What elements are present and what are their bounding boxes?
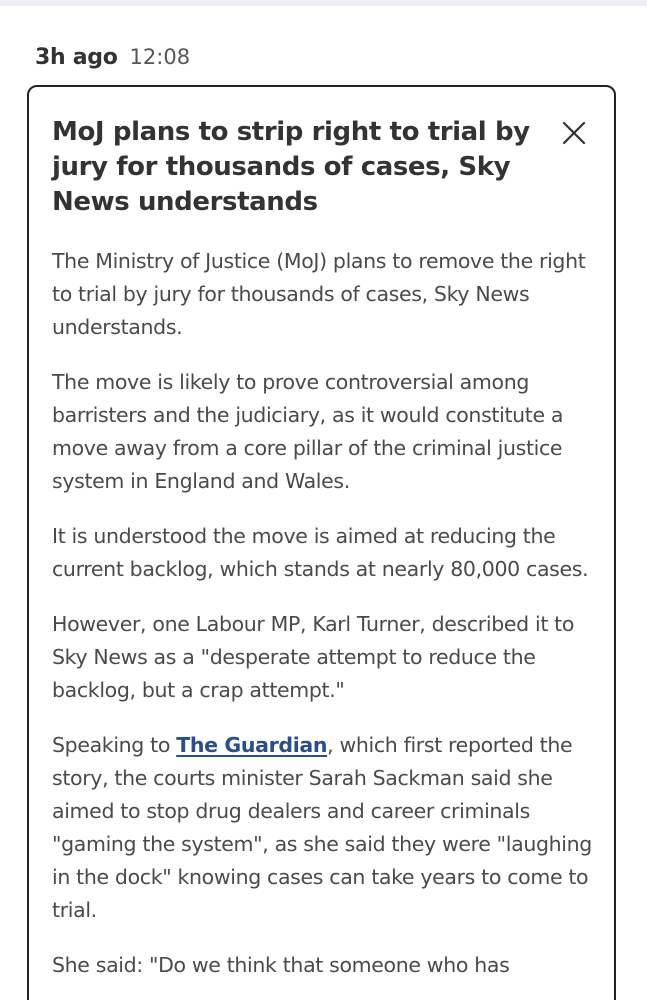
close-icon xyxy=(561,120,587,146)
paragraph-1: The Ministry of Justice (MoJ) plans to remove the right to trial by jury for thousands of cases, Sky News understands. xyxy=(52,249,586,339)
paragraph-5-rest: , which first reported the story, the courts minister Sarah Sackman said she aimed to stop drug dealers and career criminals "gaming the system", as she said they were "laughing in the dock" knowing cases can take years to come to trial. xyxy=(52,733,592,922)
paragraph-4: However, one Labour MP, Karl Turner, described it to Sky News as a "desperate attempt to reduce the backlog, but a crap attempt." xyxy=(52,612,575,702)
paragraph-5-lead: Speaking to xyxy=(52,733,177,757)
paragraph-5 xyxy=(52,729,602,927)
paragraph-6: She said: "Do we think that someone who has xyxy=(52,953,510,977)
paragraph-3: It is understood the move is aimed at reducing the current backlog, which stands at nearly 80,000 cases. xyxy=(52,524,589,581)
close-button[interactable] xyxy=(561,120,587,146)
news-update-card xyxy=(27,85,616,1000)
relative-time: 3h ago xyxy=(35,45,118,70)
top-strip xyxy=(0,0,647,6)
clock-time: 12:08 xyxy=(129,45,191,69)
guardian-link[interactable]: The Guardian xyxy=(176,733,328,757)
article-body xyxy=(52,245,602,1000)
paragraph-2: The move is likely to prove controversial among barristers and the judiciary, as it would constitute a move away from a core pillar of the criminal justice system in England and Wales. xyxy=(52,370,564,493)
headline: MoJ plans to strip right to trial by jury for thousands of cases, Sky News understands xyxy=(52,117,530,217)
post-timestamp xyxy=(35,45,190,70)
